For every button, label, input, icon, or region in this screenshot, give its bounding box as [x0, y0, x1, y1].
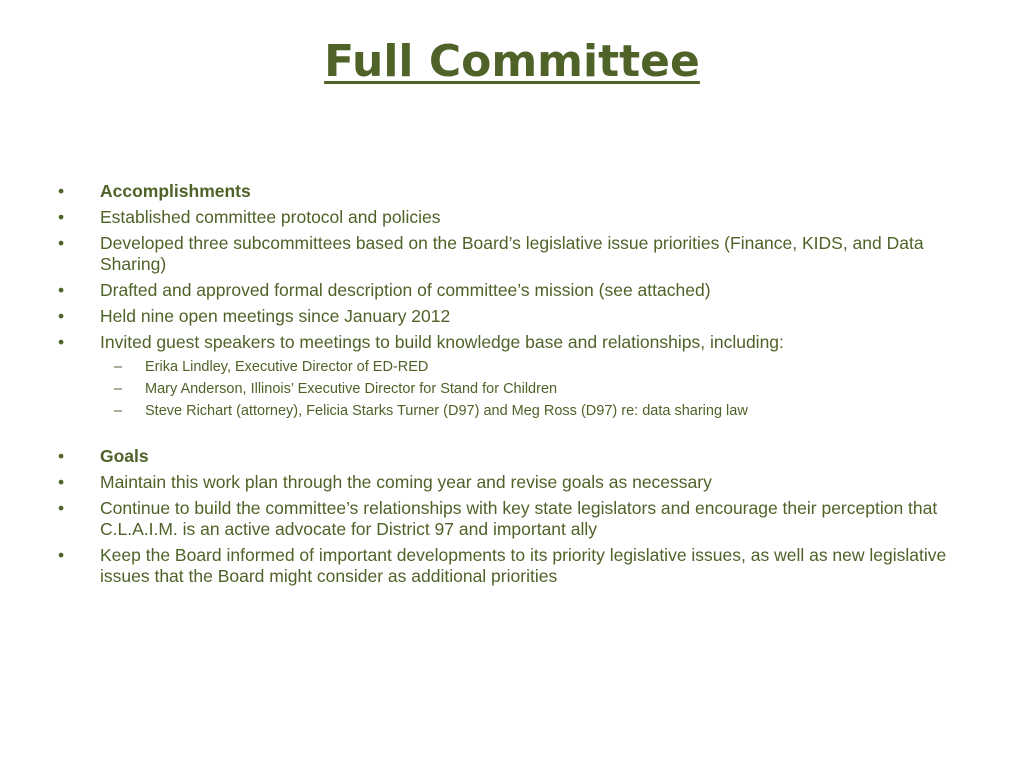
list-item-text: Maintain this work plan through the coming year and revise goals as necessary	[100, 472, 712, 492]
list-item-text: Keep the Board informed of important developments to its priority legislative issues, as well as new legislative issues that the Board might consider as additional priorities	[100, 545, 947, 586]
list-item	[58, 207, 978, 228]
slide-title	[0, 32, 1024, 92]
list-item-text: Developed three subcommittees based on the Board’s legislative issue priorities (Finance, KIDS, and Data Sharing)	[100, 233, 924, 274]
bullet-marker: •	[58, 207, 65, 227]
list-item	[58, 545, 978, 587]
speaker-item-text: Erika Lindley, Executive Director of ED-RED	[145, 359, 429, 375]
list-item	[58, 332, 978, 353]
goals-heading	[58, 446, 978, 467]
bullet-marker: •	[58, 306, 65, 326]
dash-marker: –	[114, 403, 123, 419]
bullet-marker: •	[58, 446, 65, 466]
speaker-item-text: Steve Richart (attorney), Felicia Starks Turner (D97) and Meg Ross (D97) re: data sharing law	[145, 403, 748, 419]
speaker-item	[58, 402, 978, 420]
section-spacer	[58, 424, 978, 446]
list-item-text: Drafted and approved formal description of committee’s mission (see attached)	[100, 280, 711, 300]
dash-marker: –	[114, 359, 123, 375]
list-item	[58, 306, 978, 327]
accomplishments-heading-text: Accomplishments	[100, 181, 251, 201]
speaker-item-text: Mary Anderson, Illinois’ Executive Director for Stand for Children	[145, 381, 558, 397]
list-item	[58, 233, 978, 275]
dash-marker: –	[114, 381, 123, 397]
list-item-text: Continue to build the committee’s relationships with key state legislators and encourage their perception that C.L.A.I.M. is an active advocate for District 97 and important ally	[100, 498, 938, 539]
list-item	[58, 280, 978, 301]
list-item-text: Invited guest speakers to meetings to build knowledge base and relationships, including:	[100, 332, 784, 352]
bullet-marker: •	[58, 280, 65, 300]
slide-content	[58, 181, 978, 592]
list-item-text: Established committee protocol and policies	[100, 207, 441, 227]
accomplishments-heading	[58, 181, 978, 202]
speaker-item	[58, 358, 978, 376]
speaker-item	[58, 380, 978, 398]
bullet-marker: •	[58, 181, 65, 201]
list-item	[58, 498, 978, 540]
bullet-marker: •	[58, 332, 65, 352]
bullet-marker: •	[58, 233, 65, 253]
list-item	[58, 472, 978, 493]
bullet-marker: •	[58, 545, 65, 565]
list-item-text: Held nine open meetings since January 2012	[100, 306, 451, 326]
bullet-marker: •	[58, 498, 65, 518]
goals-heading-text: Goals	[100, 446, 149, 466]
bullet-marker: •	[58, 472, 65, 492]
slide-title-text: Full Committee	[324, 36, 700, 87]
